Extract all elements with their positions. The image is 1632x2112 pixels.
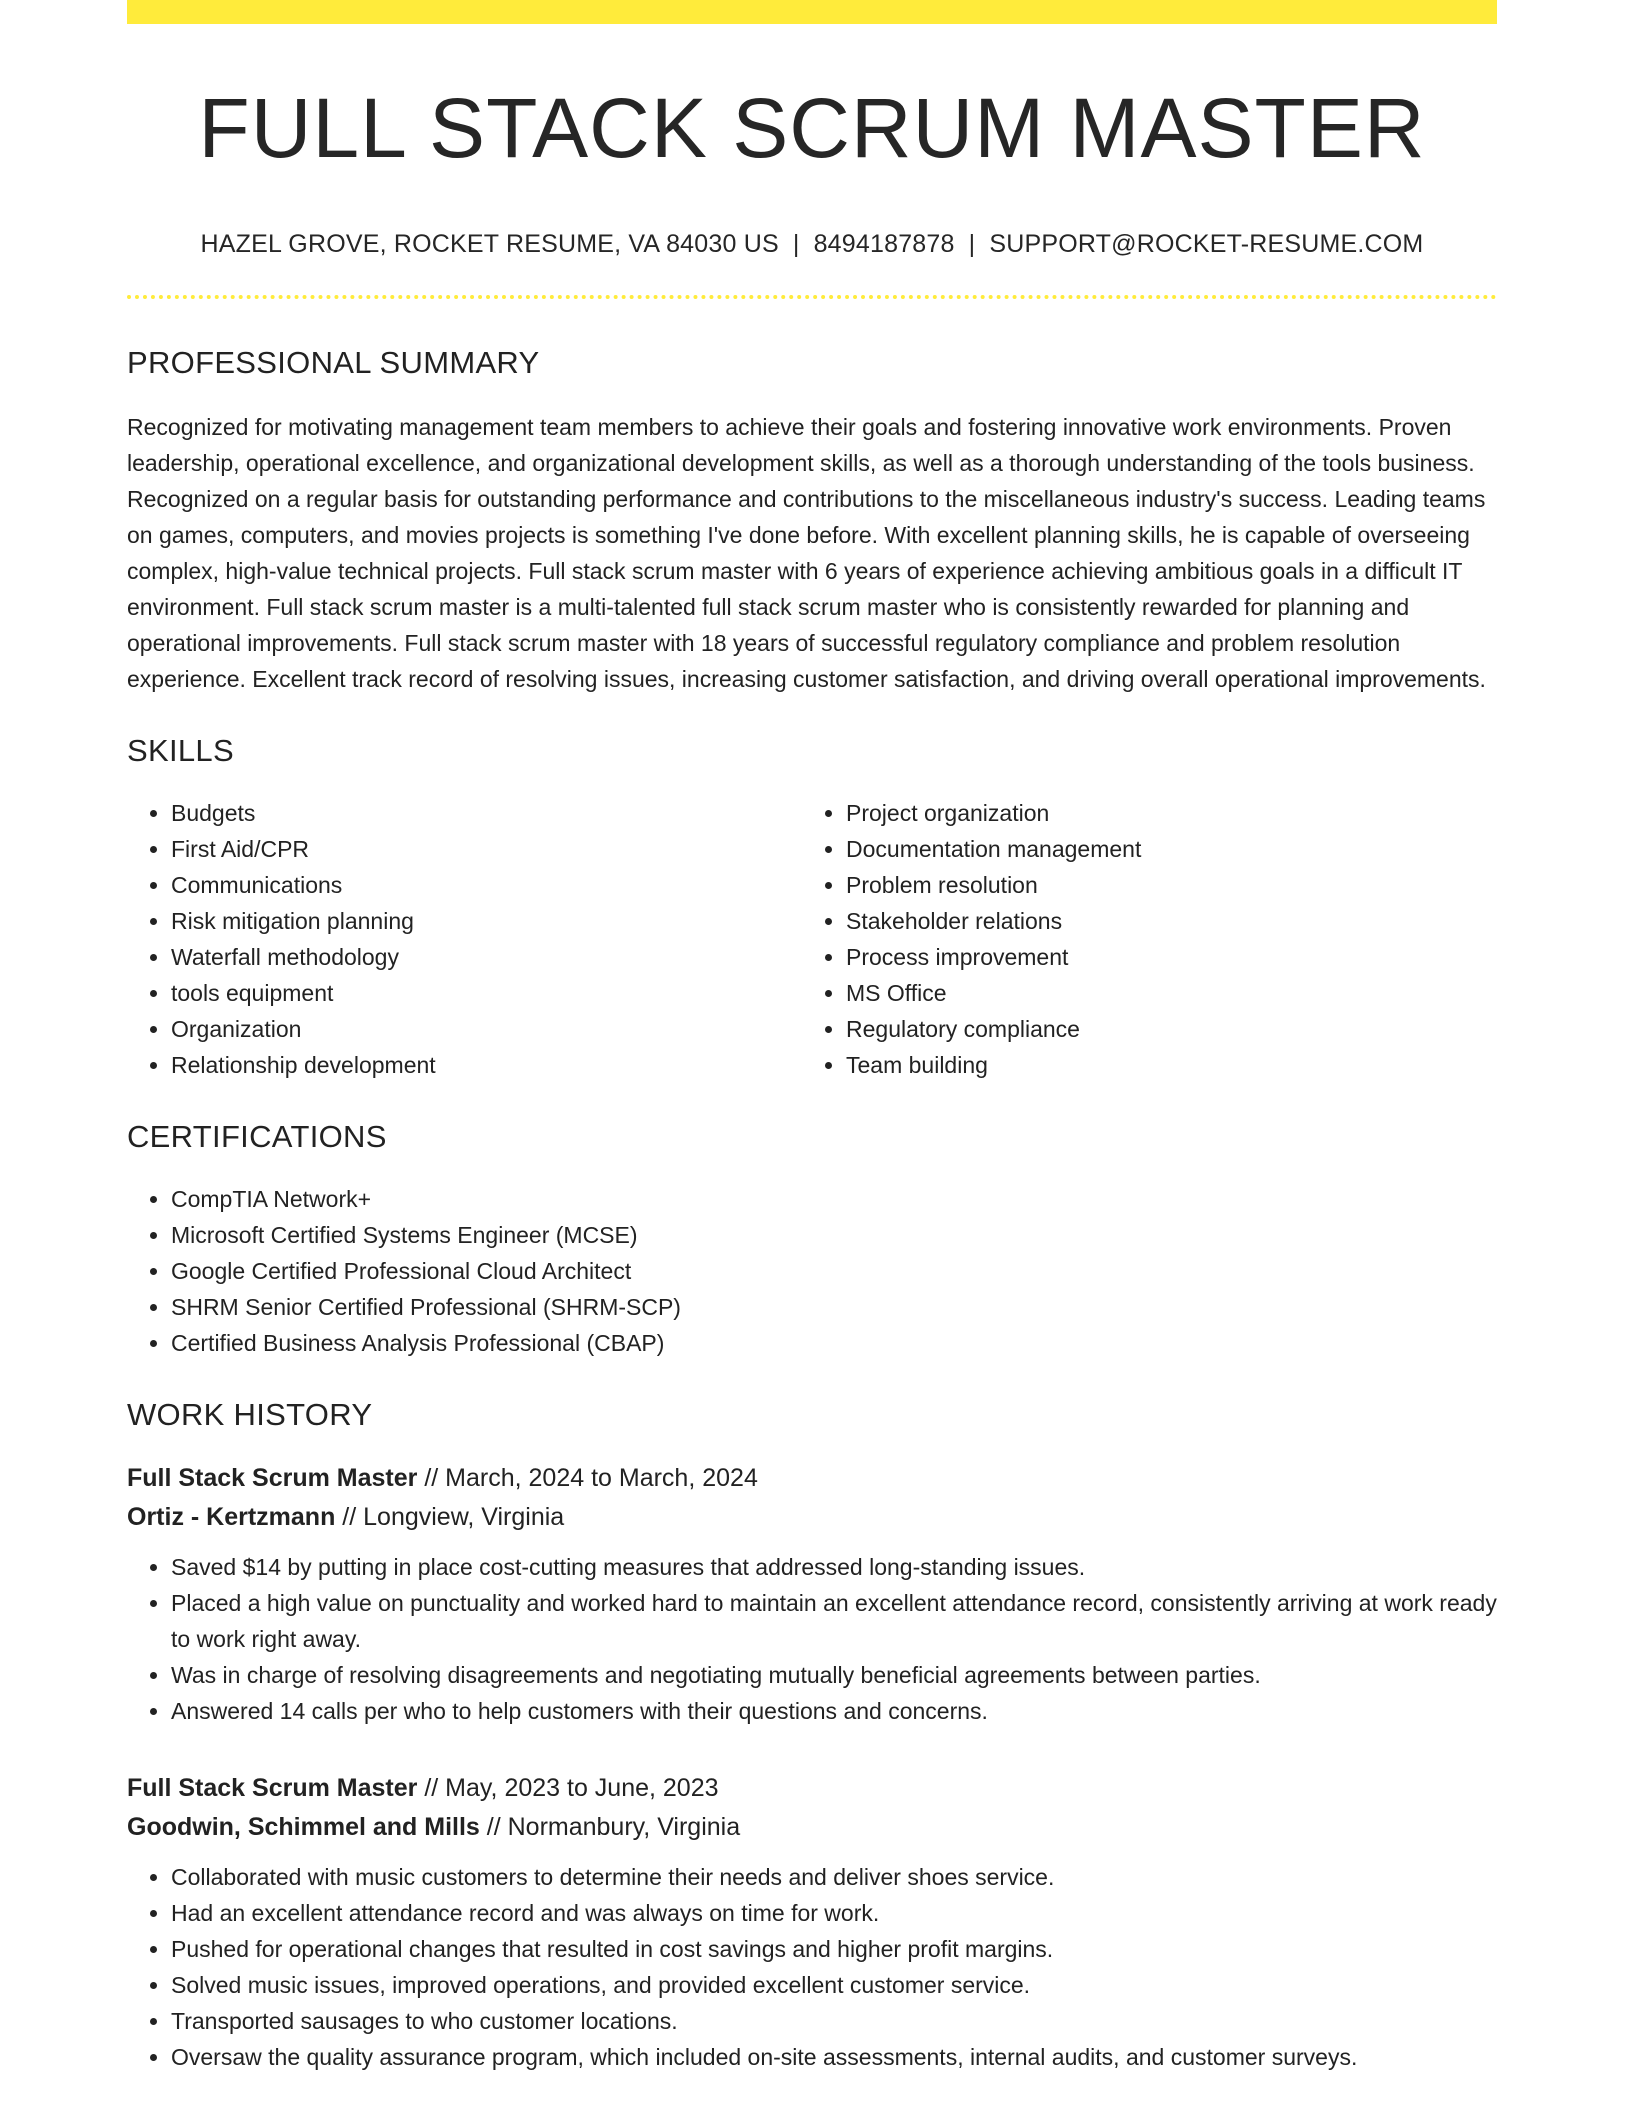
job-entry: [127, 1459, 1497, 1729]
list-item: • Organization: [171, 1011, 802, 1047]
list-item: • Project organization: [846, 795, 1477, 831]
list-item: • CompTIA Network+: [171, 1181, 1497, 1217]
list-item: • Placed a high value on punctuality and worked hard to maintain an excellent attendance record, consistently arriving at work ready to work right away.: [171, 1585, 1497, 1657]
list-item: • Problem resolution: [846, 867, 1477, 903]
list-item: • Risk mitigation planning: [171, 903, 802, 939]
skills-grid: [127, 795, 1497, 1083]
certifications-heading: CERTIFICATIONS: [127, 1119, 387, 1155]
dotted-divider: [127, 295, 1497, 299]
list-item: • MS Office: [846, 975, 1477, 1011]
list-item: • Certified Business Analysis Professional (CBAP): [171, 1325, 1497, 1361]
certifications-list: [127, 1181, 1497, 1361]
summary-heading: PROFESSIONAL SUMMARY: [127, 345, 540, 381]
skills-column-right: [802, 795, 1477, 1083]
job-entry: [127, 1769, 1497, 2075]
list-item: • Solved music issues, improved operations, and provided excellent customer service.: [171, 1967, 1497, 2003]
job-title-line: [127, 1459, 1497, 1498]
jobs-list: [127, 1459, 1497, 2075]
list-item: • Had an excellent attendance record and was always on time for work.: [171, 1895, 1497, 1931]
list-item: • Regulatory compliance: [846, 1011, 1477, 1047]
job-title-line: [127, 1769, 1497, 1808]
job-company: Ortiz - Kertzmann: [127, 1503, 336, 1532]
job-location: // Normanbury, Virginia: [479, 1813, 741, 1842]
contact-separator: |: [792, 230, 800, 259]
list-item: • Budgets: [171, 795, 802, 831]
resume-page: [127, 0, 1497, 2075]
contact-line: [127, 230, 1497, 259]
skills-heading: SKILLS: [127, 733, 234, 769]
job-bullets: [127, 1859, 1497, 2075]
top-accent-bar: [127, 0, 1497, 24]
list-item: • Waterfall methodology: [171, 939, 802, 975]
skills-list-left: [127, 795, 802, 1083]
list-item: • Microsoft Certified Systems Engineer (MCSE): [171, 1217, 1497, 1253]
skills-list-right: [802, 795, 1477, 1083]
list-item: • First Aid/CPR: [171, 831, 802, 867]
list-item: • Collaborated with music customers to determine their needs and deliver shoes service.: [171, 1859, 1497, 1895]
contact-phone: 8494187878: [813, 230, 955, 259]
list-item: • tools equipment: [171, 975, 802, 1011]
work-history-heading: WORK HISTORY: [127, 1397, 373, 1433]
list-item: • Relationship development: [171, 1047, 802, 1083]
list-item: • Process improvement: [846, 939, 1477, 975]
job-location: // Longview, Virginia: [335, 1503, 565, 1532]
list-item: • Stakeholder relations: [846, 903, 1477, 939]
candidate-name: FULL STACK SCRUM MASTER: [198, 81, 1426, 175]
list-item: • Communications: [171, 867, 802, 903]
list-item: • Google Certified Professional Cloud Architect: [171, 1253, 1497, 1289]
job-dates: // March, 2024 to March, 2024: [417, 1464, 758, 1493]
contact-email: SUPPORT@ROCKET-RESUME.COM: [989, 230, 1424, 259]
list-item: • Saved $14 by putting in place cost-cutting measures that addressed long-standing issues.: [171, 1549, 1497, 1585]
contact-separator: |: [968, 230, 976, 259]
job-title: Full Stack Scrum Master: [127, 1774, 418, 1803]
list-item: • Team building: [846, 1047, 1477, 1083]
summary-text: Recognized for motivating management team members to achieve their goals and fostering innovative work environments. Proven leadership, operational excellence, and organizational development skills, as well as a thorough understanding of the tools business. Recognized on a regular basis for outstanding performance and contributions to the miscellaneous industry's success. Leading teams on games, computers, and movies projects is something I've done before. With excellent planning skills, he is capable of overseeing complex, high-value technical projects. Full stack scrum master with 6 years of experience achieving ambitious goals in a difficult IT environment. Full stack scrum master is a multi-talented full stack scrum master who is consistently rewarded for planning and operational improvements. Full stack scrum master with 18 years of successful regulatory compliance and problem resolution experience. Excellent track record of resolving issues, increasing customer satisfaction, and driving overall operational improvements.: [127, 414, 1486, 693]
list-item: • Oversaw the quality assurance program, which included on-site assessments, internal audits, and customer surveys.: [171, 2039, 1497, 2075]
job-dates: // May, 2023 to June, 2023: [417, 1774, 719, 1803]
contact-address: HAZEL GROVE, ROCKET RESUME, VA 84030 US: [200, 230, 779, 259]
list-item: • Pushed for operational changes that resulted in cost savings and higher profit margins.: [171, 1931, 1497, 1967]
job-company-line: [127, 1808, 1497, 1847]
list-item: • Answered 14 calls per who to help customers with their questions and concerns.: [171, 1693, 1497, 1729]
job-bullets: [127, 1549, 1497, 1729]
list-item: • SHRM Senior Certified Professional (SHRM-SCP): [171, 1289, 1497, 1325]
skills-column-left: [127, 795, 802, 1083]
list-item: • Transported sausages to who customer locations.: [171, 2003, 1497, 2039]
job-title: Full Stack Scrum Master: [127, 1464, 418, 1493]
job-company: Goodwin, Schimmel and Mills: [127, 1813, 480, 1842]
list-item: • Was in charge of resolving disagreements and negotiating mutually beneficial agreements between parties.: [171, 1657, 1497, 1693]
list-item: • Documentation management: [846, 831, 1477, 867]
job-company-line: [127, 1498, 1497, 1537]
